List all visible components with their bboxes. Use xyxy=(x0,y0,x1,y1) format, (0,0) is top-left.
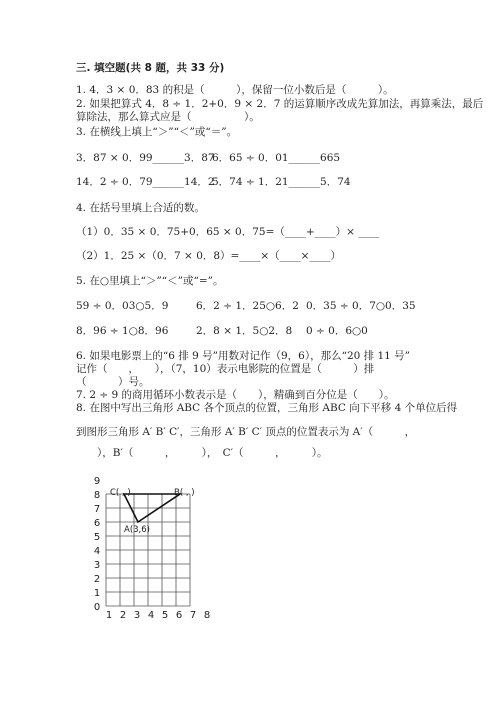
x-tick-label: 3 xyxy=(133,610,141,621)
x-tick-label: 7 xyxy=(189,610,197,621)
q3-item-2: 6．65 ÷ 0．01______665 xyxy=(212,152,341,164)
question-7: 7. 2 ÷ 9 的商用循环小数表示是（ ），精确到百分位是（ ）。 xyxy=(76,389,395,401)
question-6-line-2: 记作（ ， ），（7，10）表示电影院的位置是（ ）排 xyxy=(76,363,375,375)
y-tick-label: 5 xyxy=(93,532,101,543)
y-tick-label: 6 xyxy=(93,518,101,529)
question-4: 4. 在括号里填上合适的数。 xyxy=(76,202,205,214)
coordinate-grid xyxy=(90,476,210,626)
y-tick-label: 2 xyxy=(93,574,101,585)
x-tick-label: 2 xyxy=(119,610,127,621)
question-8-line-3: ），B′（ ， ）， C′（ ， ）。 xyxy=(76,447,328,459)
q5-item-3: 0．35 ÷ 0．7○0．35 xyxy=(306,300,416,312)
question-4-part-1: （1）0．35 × 0．75+0．65 × 0．75=（____+____）× ____ xyxy=(76,226,380,238)
y-tick-label: 0 xyxy=(93,602,101,613)
question-8-line-1: 8. 在图中写出三角形 ABC 各个顶点的位置，三角形 ABC 向下平移 4 个单位后得 xyxy=(76,402,458,414)
section-title: 三. 填空题(共 8 题，共 33 分) xyxy=(76,62,225,74)
x-tick-label: 6 xyxy=(175,610,183,621)
x-tick-label: 5 xyxy=(161,610,169,621)
point-label-c: C( , ) xyxy=(110,488,131,498)
question-4-part-2: （2）1．25 ×（0．7 × 0．8）=____×（____×____） xyxy=(76,250,341,262)
x-tick-label: 8 xyxy=(203,610,210,621)
q3-item-3: 14．2 ÷ 0．79______14．2 xyxy=(76,176,215,188)
point-label-a: A(3,6) xyxy=(124,525,150,535)
question-5: 5. 在○里填上“＞”“＜”或“=”。 xyxy=(76,275,224,287)
question-8-line-2: 到图形三角形 A′ B′ C′，三角形 A′ B′ C′ 顶点的位置表示为 A′（ ， xyxy=(76,426,416,438)
question-6-line-1: 6. 如果电影票上的“6 排 9 号”用数对记作（9，6），那么“20 排 11 号” xyxy=(76,350,411,362)
question-1: 1. 4．3 × 0．83 的积是（ ），保留一位小数后是（ ）。 xyxy=(76,84,394,96)
q5-item-2: 6．2 ÷ 1．25○6．2 xyxy=(196,300,299,312)
question-2-line-1: 2. 如果把算式 4．8 ÷ 1．2+0．9 × 2．7 的运算顺序改成先算加法，再算乘法，最后 xyxy=(76,98,484,110)
point-label-b: B( , ) xyxy=(174,488,195,498)
q5-item-5: 2．8 × 1．5○2．8 xyxy=(196,325,293,337)
x-tick-label: 4 xyxy=(147,610,155,621)
q3-item-1: 3．87 × 0．99______3．87 xyxy=(76,152,215,164)
y-tick-label: 4 xyxy=(93,546,101,557)
x-tick-label: 1 xyxy=(105,610,113,621)
y-tick-label: 9 xyxy=(93,476,101,487)
y-tick-label: 3 xyxy=(93,560,101,571)
q5-item-4: 8．96 ÷ 1○8．96 xyxy=(76,325,169,337)
y-tick-label: 1 xyxy=(93,588,101,599)
y-tick-label: 7 xyxy=(93,504,101,515)
y-tick-label: 8 xyxy=(93,490,101,501)
question-2-line-2: 算除法，那么算式应是（ ）。 xyxy=(76,111,260,123)
q5-item-1: 59 ÷ 0．03○5．9 xyxy=(76,300,169,312)
question-6-line-3: （ ）号。 xyxy=(76,376,150,388)
q5-item-6: 0 ÷ 0．6○0 xyxy=(306,325,368,337)
q3-item-4: 5．74 ÷ 1．21______5．74 xyxy=(212,176,351,188)
grid-svg xyxy=(90,476,210,626)
question-3: 3. 在横线上填上“＞”“＜”或“＝”。 xyxy=(76,126,238,138)
